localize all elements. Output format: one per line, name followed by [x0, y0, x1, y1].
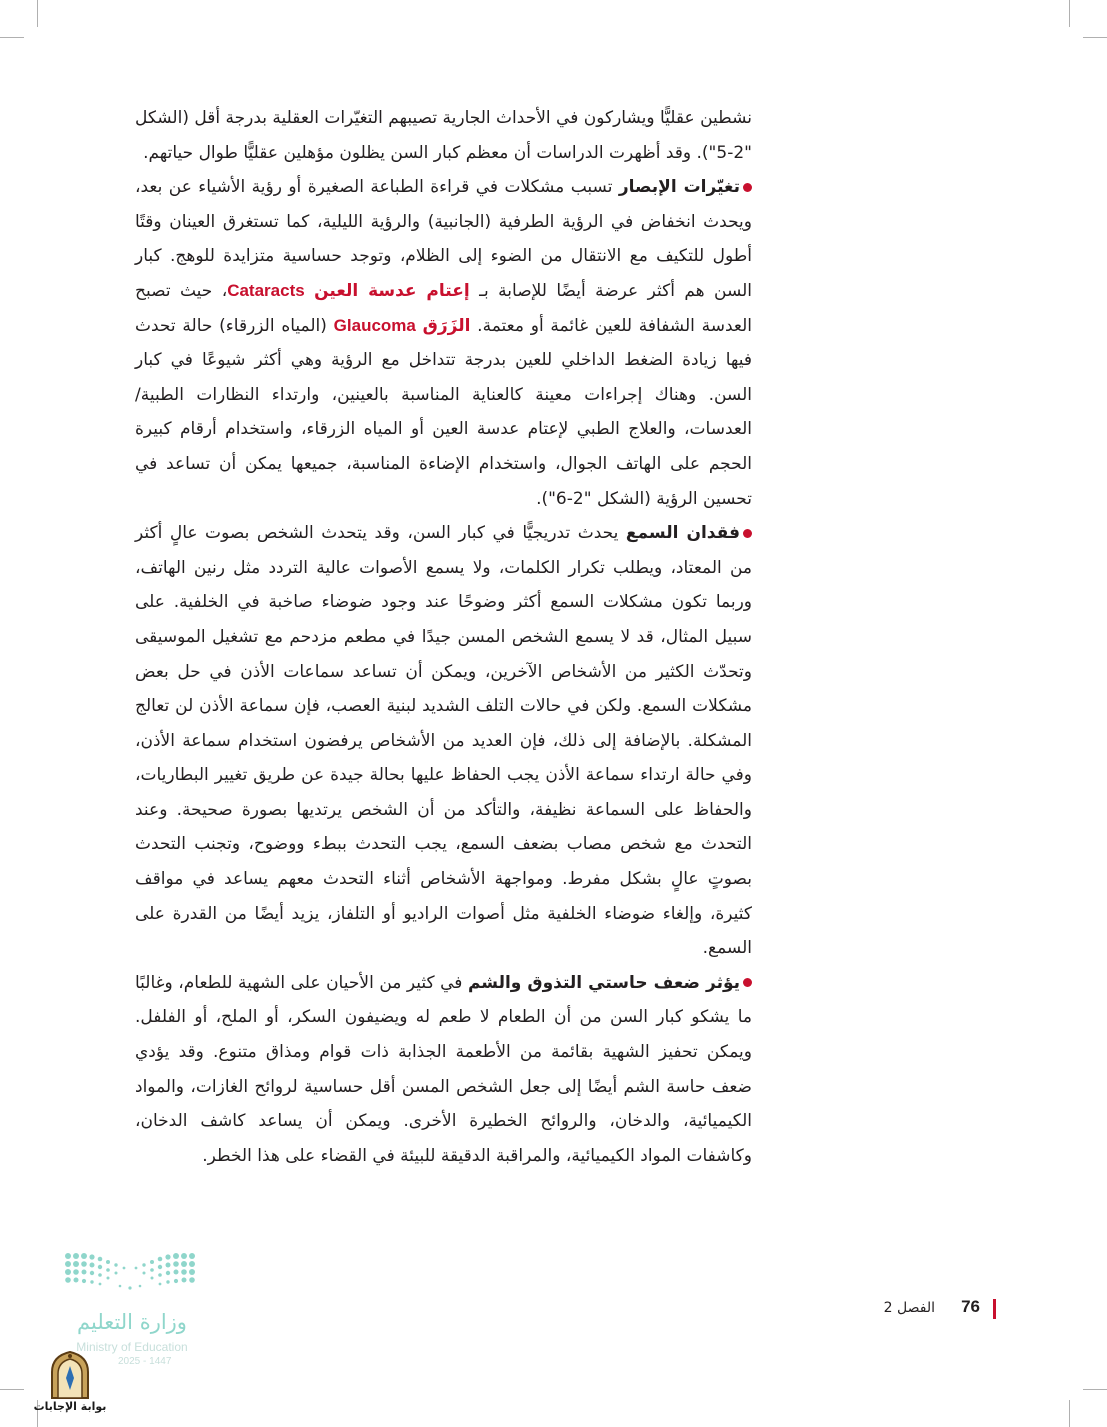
portal-logo — [30, 1350, 110, 1422]
crop-mark-top-right-v — [1069, 0, 1070, 27]
ministry-dots-icon — [64, 1250, 196, 1295]
ministry-year: 2025 - 1447 — [118, 1356, 172, 1367]
ministry-name-en: Ministry of Education — [76, 1340, 188, 1354]
bullet-dot — [743, 183, 752, 192]
bullet-lead-vision: تغيّرات الإبصار — [618, 177, 740, 198]
bullet-prefix-taste-smell: يؤثر — [699, 972, 741, 993]
crop-mark-top-right-h — [1083, 37, 1107, 38]
bullet-dot — [743, 978, 752, 987]
term-glaucoma-en: Glaucoma — [333, 315, 416, 335]
chapter-label: الفصل 2 — [883, 1300, 935, 1316]
crop-mark-top-left-h — [0, 37, 24, 38]
term-glaucoma-ar: الزَرَق — [422, 315, 471, 336]
taste-smell-text: في كثير من الأحيان على الشهية للطعام، وغالبًا ما يشكو كبار السن من أن الطعام لا طعم له ويضيفون السكر، أو الملح، أو الفلفل. ويمكن تحفيز الشهية بقائمة من الأطعمة الجذابة ذات قوام ومذاق متنوع. وقد يؤدي ضعف حاسة الشم أيضًا إلى جعل الشخص المسن أقل حساسية لروائح الغازات، والمواد الكيميائية، والدخان، والروائح الخطيرة الأخرى. ويمكن أن يساعد كاشف الدخان، وكاشفات المواد الكيميائية، والمراقبة الدقيقة للبيئة في القضاء على هذا الخطر. — [135, 972, 752, 1166]
crop-mark-bottom-left-h — [0, 1389, 24, 1390]
term-cataracts-ar: إعتام عدسة العين — [314, 280, 470, 301]
footer-divider — [993, 1299, 996, 1319]
portal-label: بوابة الإجابات — [33, 1400, 107, 1413]
bullet-taste-smell — [135, 966, 752, 1174]
ministry-logo — [58, 1250, 208, 1367]
term-cataracts-en: Cataracts — [227, 280, 305, 300]
vision-text-2: ، حيث تصبح العدسة الشفافة للعين غائمة أو معتمة. — [135, 280, 753, 336]
bullet-hearing — [135, 516, 752, 966]
vision-text-3: (المياه الزرقاء) حالة تحدث فيها زيادة الضغط الداخلي للعين بدرجة تتداخل مع الرؤية وهي أكثر شيوعًا في كبار السن. وهناك إجراءات معينة كالعناية المناسبة بالعينين، وارتداء النظارات الطبية/العدسات، والعلاج الطبي لإعتام عدسة العين أو المياه الزرقاء، واستخدام أرقام كبيرة الحجم على الهاتف الجوال، واستخدام الإضاءة المناسبة، جميعها يمكن أن تساعد في تحسين الرؤية (الشكل "2-6"). — [135, 315, 752, 509]
bullet-lead-taste-smell: ضعف حاستي التذوق والشم — [467, 972, 700, 993]
hearing-text: يحدث تدريجيًّا في كبار السن، وقد يتحدث الشخص بصوت عالٍ أكثر من المعتاد، ويطلب تكرار الكلمات، ولا يسمع الأصوات عالية التردد مثل رنين الهاتف، وربما تكون مشكلات السمع أكثر وضوحًا عند وجود ضوضاء صاخبة في الخلفية. على سبيل المثال، قد لا يسمع الشخص المسن جيدًا في مطعم مزدحم مع تشغيل الموسيقى وتحدّث الكثير من الأشخاص الآخرين، ويمكن أن تساعد سماعات الأذن في حل بعض مشكلات السمع. ولكن في حالات التلف الشديد لبنية العصب، فإن سماعة الأذن لن تعالج المشكلة. بالإضافة إلى ذلك، فإن العديد من الأشخاص يرفضون استخدام سماعة الأذن، وفي حالة ارتداء سماعة الأذن يجب الحفاظ عليها بحالة جيدة عن طريق تغيير البطاريات، والحفاظ على السماعة نظيفة، والتأكد من أن الشخص يرتديها بصورة صحيحة. وعند التحدث مع شخص مصاب بضعف السمع، يجب التحدث ببطء ووضوح، وتجنب التحدث بصوتٍ عالٍ بشكل مفرط. ومواجهة الأشخاص أثناء التحدث معهم يساعد في مواقف كثيرة، وإلغاء ضوضاء الخلفية مثل أصوات الراديو أو التلفاز، يزيد أيضًا من القدرة على السمع. — [135, 523, 752, 959]
page-number: 76 — [961, 1297, 980, 1316]
ministry-name-ar: وزارة التعليم — [77, 1310, 187, 1334]
body-text — [135, 101, 752, 1173]
bullet-vision — [135, 170, 752, 516]
mosque-arch-icon — [46, 1350, 94, 1400]
crop-mark-top-left-v — [37, 0, 38, 27]
crop-mark-bottom-right-v — [1069, 1400, 1070, 1427]
crop-mark-bottom-right-h — [1083, 1389, 1107, 1390]
bullet-dot — [743, 529, 752, 538]
bullet-lead-hearing: فقدان السمع — [625, 523, 740, 544]
vision-text-1: تسبب مشكلات في قراءة الطباعة الصغيرة أو رؤية الأشياء عن بعد، ويحدث انخفاض في الرؤية الطرفية (الجانبية) والرؤية الليلية، كما تستغرق العينان وقتًا أطول للتكيف مع الانتقال من الضوء إلى الظلام، وتوجد حساسية متزايدة للوهج. كبار السن هم أكثر عرضة أيضًا للإصابة بـ — [135, 177, 753, 301]
intro-paragraph: نشطين عقليًّا ويشاركون في الأحداث الجارية تصيبهم التغيّرات العقلية بدرجة أقل (الشكل "2-5"). وقد أظهرت الدراسات أن معظم كبار السن يظلون مؤهلين عقليًّا طوال حياتهم. — [135, 108, 752, 163]
